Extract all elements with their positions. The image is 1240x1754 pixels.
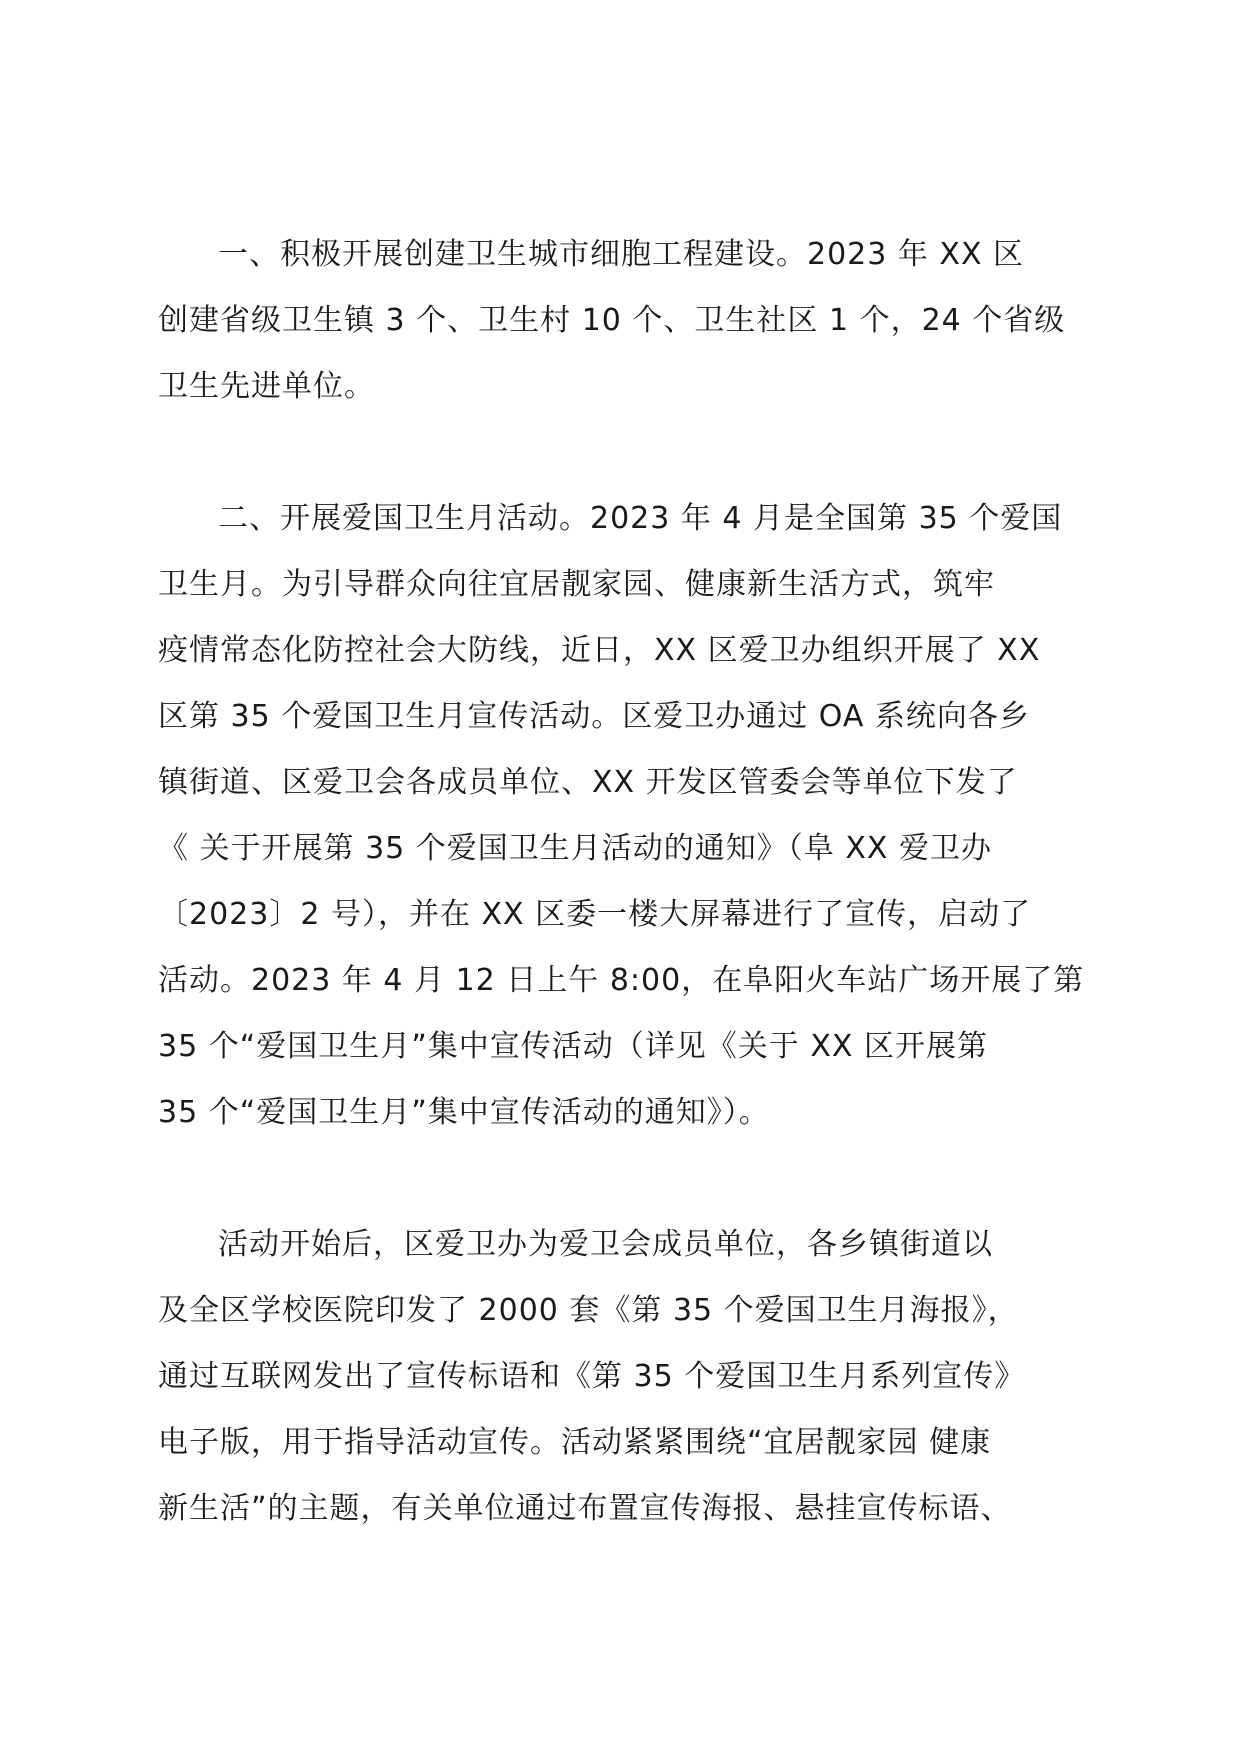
document-page (158, 222, 1088, 1542)
paragraph-line: 创建省级卫生镇 3 个、卫生村 10 个、卫生社区 1 个，24 个省级 (158, 303, 1066, 338)
paragraph-line: 卫生先进单位。 (158, 369, 375, 404)
paragraph-line: 二、开展爱国卫生月活动。2023 年 4 月是全国第 35 个爱国 (218, 501, 1063, 536)
paragraph-line: 及全区学校医院印发了 2000 套《第 35 个爱国卫生月海报》， (158, 1293, 1019, 1328)
paragraph-line: 镇街道、区爱卫会各成员单位、XX 开发区管委会等单位下发了 (158, 765, 1018, 800)
paragraph-line: 疫情常态化防控社会大防线，近日，XX 区爱卫办组织开展了 XX (158, 633, 1041, 668)
paragraph-3 (158, 1212, 1088, 1542)
paragraph-line: 通过互联网发出了宣传标语和《第 35 个爱国卫生月系列宣传》 (158, 1359, 1026, 1394)
paragraph-gap (158, 1146, 1088, 1212)
paragraph-line: 新生活”的主题，有关单位通过布置宣传海报、悬挂宣传标语、 (158, 1491, 1012, 1526)
paragraph-line: 一、积极开展创建卫生城市细胞工程建设。2023 年 XX 区 (218, 237, 1025, 272)
paragraph-line: 《 关于开展第 35 个爱国卫生月活动的通知》（阜 XX 爱卫办 (158, 831, 992, 866)
paragraph-line: 区第 35 个爱国卫生月宣传活动。区爱卫办通过 OA 系统向各乡 (158, 699, 1030, 734)
paragraph-line: 35 个“爱国卫生月”集中宣传活动（详见《关于 XX 区开展第 (158, 1029, 988, 1064)
paragraph-line: 35 个“爱国卫生月”集中宣传活动的通知》）。 (158, 1095, 770, 1130)
paragraph-1 (158, 222, 1088, 420)
paragraph-2 (158, 486, 1088, 1146)
paragraph-gap (158, 420, 1088, 486)
paragraph-line: 活动开始后，区爱卫办为爱卫会成员单位，各乡镇街道以 (218, 1227, 993, 1262)
paragraph-line: 〔2023〕2 号），并在 XX 区委一楼大屏幕进行了宣传，启动了 (158, 897, 1032, 932)
paragraph-line: 卫生月。为引导群众向往宜居靓家园、健康新生活方式，筑牢 (158, 567, 995, 602)
paragraph-line: 活动。2023 年 4 月 12 日上午 8:00，在阜阳火车站广场开展了第 (158, 963, 1085, 998)
paragraph-line: 电子版，用于指导活动宣传。活动紧紧围绕“宜居靓家园 健康 (158, 1425, 992, 1460)
